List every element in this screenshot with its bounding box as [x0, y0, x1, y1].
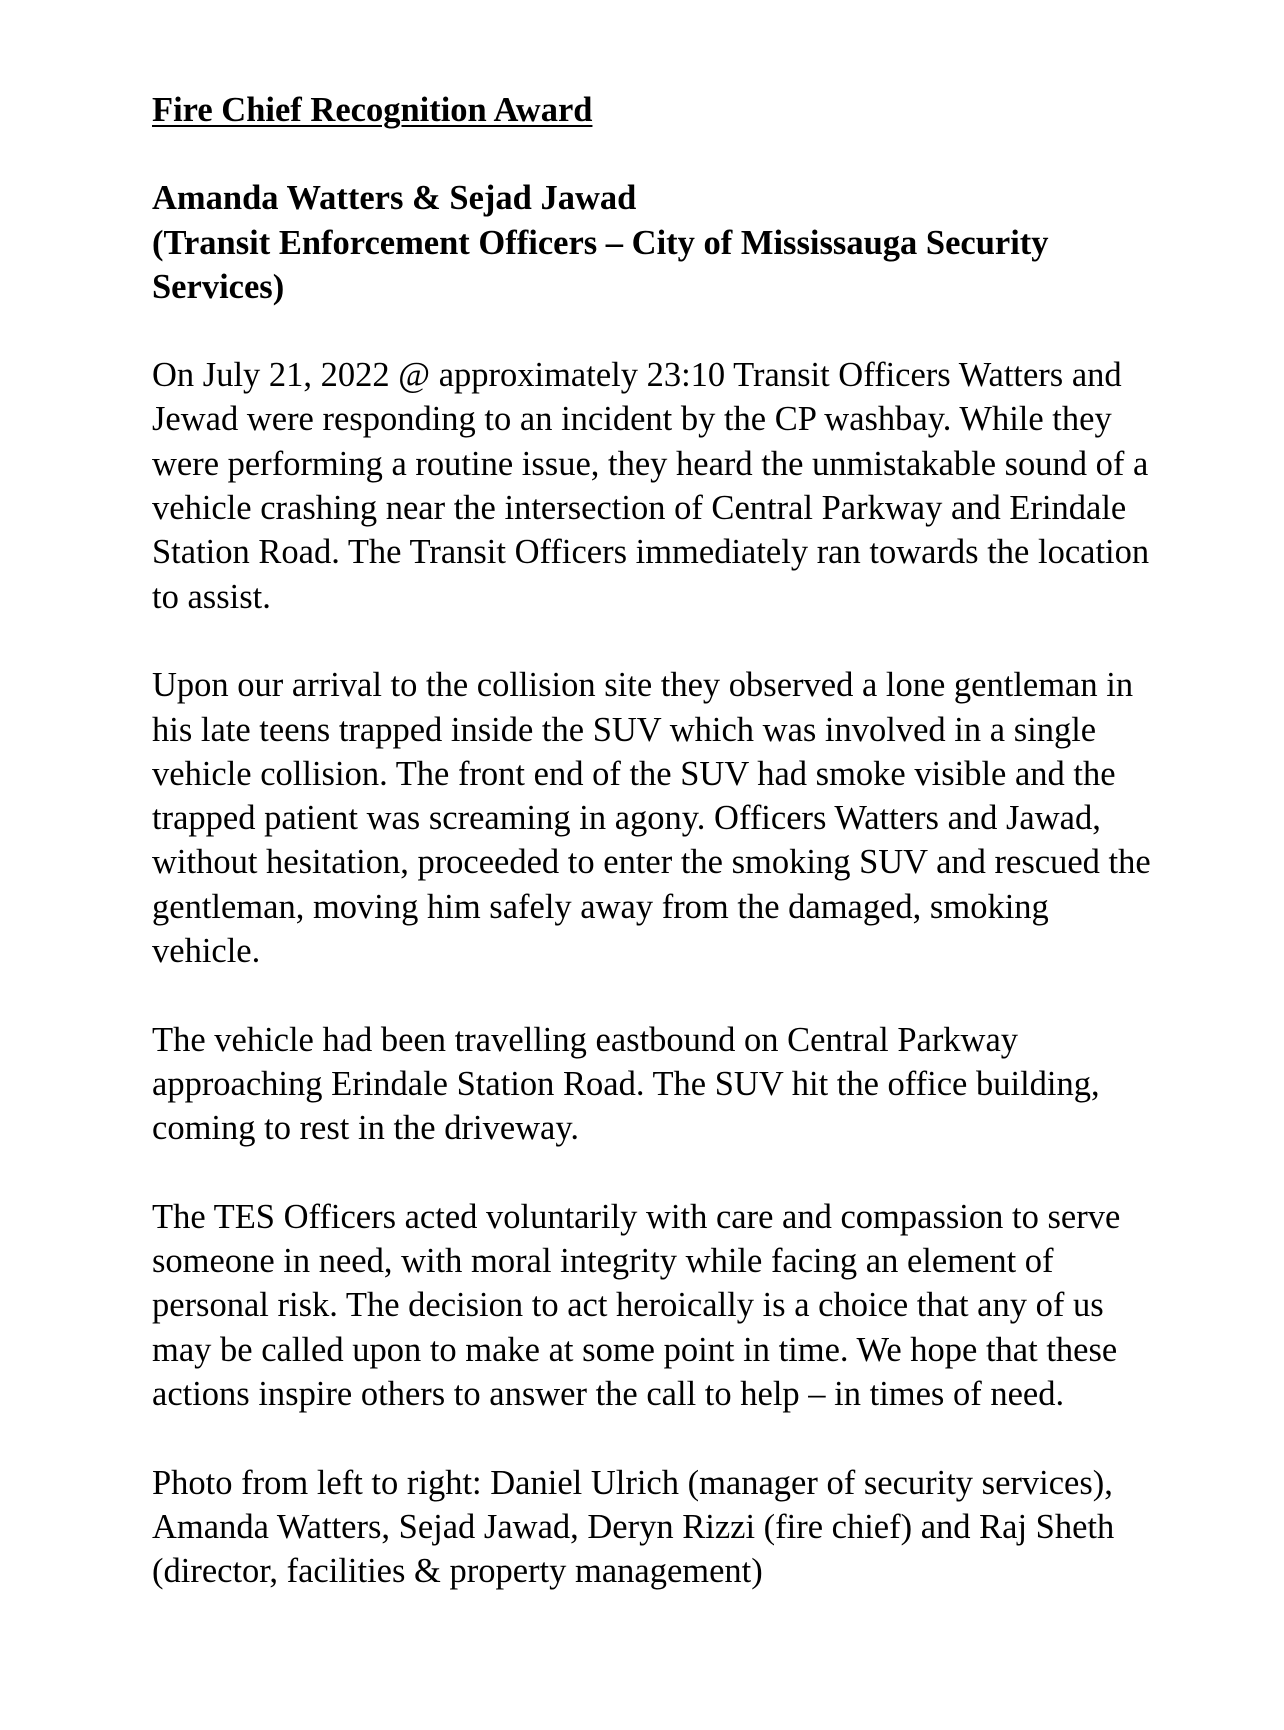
paragraph-photo-caption: Photo from left to right: Daniel Ulrich (manager of security services), Amanda Watters, Sejad Jawad, Deryn Rizzi (fire chief) and Raj Sheth (director, facilities & property management) [152, 1463, 1115, 1591]
paragraph-recognition: The TES Officers acted voluntarily with care and compassion to serve someone in need, with moral integrity while facing an element of personal risk. The decision to act heroically is a choice that any of us may be called upon to make at some point in time. We hope that these actions inspire others to answer the call to help – in times of need. [152, 1197, 1121, 1414]
paragraph-rescue: Upon our arrival to the collision site they observed a lone gentleman in his late teens trapped inside the SUV which was involved in a single vehicle collision. The front end of the SUV had smoke visible and the trapped patient was screaming in agony. Officers Watters and Jawad, without hesitation, proceeded to enter the smoking SUV and rescued the gentleman, moving him safely away from the damaged, smoking vehicle. [152, 666, 1151, 971]
recipients-names: Amanda Watters & Sejad Jawad [152, 179, 637, 218]
document-page [152, 88, 1152, 1638]
recipients-affiliation: (Transit Enforcement Officers – City of Mississauga Security Services) [152, 223, 1049, 306]
paragraph-vehicle: The vehicle had been travelling eastbound on Central Parkway approaching Erindale Station Road. The SUV hit the office building, coming to rest in the driveway. [152, 1020, 1100, 1148]
recipients-block [152, 176, 1152, 309]
document-title: Fire Chief Recognition Award [152, 91, 593, 129]
paragraph-incident: On July 21, 2022 @ approximately 23:10 Transit Officers Watters and Jewad were responding to an incident by the CP washbay. While they were performing a routine issue, they heard the unmistakable sound of a vehicle crashing near the intersection of Central Parkway and Erindale Station Road. The Transit Officers immediately ran towards the location to assist. [152, 356, 1150, 616]
